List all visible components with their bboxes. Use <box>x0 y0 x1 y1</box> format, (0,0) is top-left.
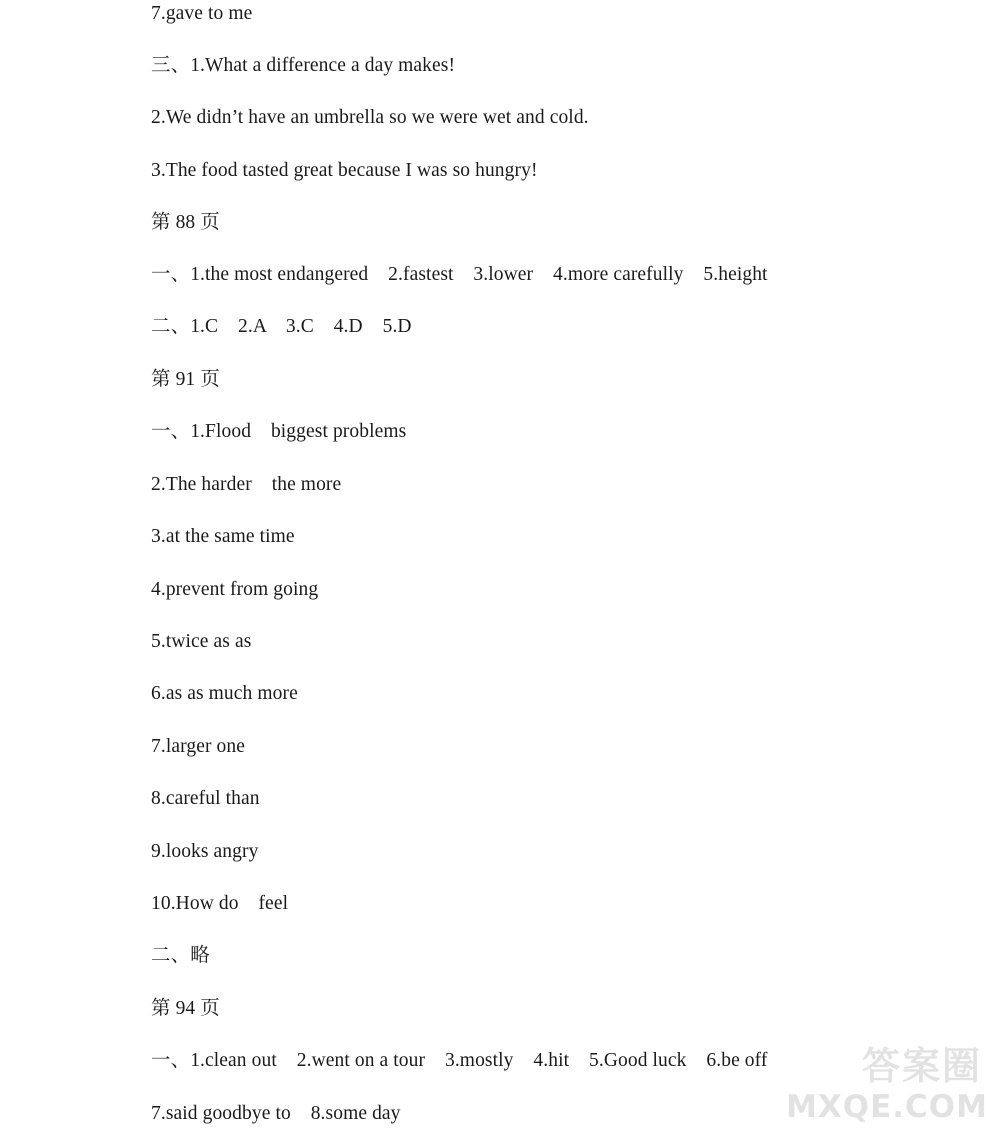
page-91-answer-1: 一、1.Flood biggest problems <box>151 421 407 442</box>
page-94-answers-continued: 7.said goodbye to 8.some day <box>151 1103 401 1124</box>
section-three-answer-3: 3.The food tasted great because I was so hungry! <box>151 160 538 181</box>
answer-line-7-gave-to-me: 7.gave to me <box>151 3 253 24</box>
page-91-answer-9: 9.looks angry <box>151 841 259 862</box>
page-91-answer-5: 5.twice as as <box>151 631 252 652</box>
watermark-site-text: MXQE.COM <box>785 1089 988 1125</box>
page-94-heading: 第 94 页 <box>151 998 220 1019</box>
page-91-answer-7: 7.larger one <box>151 736 245 757</box>
section-three-answer-2: 2.We didn’t have an umbrella so we were wet and cold. <box>151 107 589 128</box>
section-three-answer-1: 三、1.What a difference a day makes! <box>151 55 456 76</box>
page-91-answer-2: 2.The harder the more <box>151 474 342 495</box>
page-91-answer-10: 10.How do feel <box>151 893 289 914</box>
page-91-answer-8: 8.careful than <box>151 788 260 809</box>
page-91-answer-6: 6.as as much more <box>151 683 298 704</box>
page-91-answer-3: 3.at the same time <box>151 526 295 547</box>
page-91-heading: 第 91 页 <box>151 369 220 390</box>
page-91-answer-4: 4.prevent from going <box>151 579 319 600</box>
page-88-heading: 第 88 页 <box>151 212 220 233</box>
page-88-section-one-answers: 一、1.the most endangered 2.fastest 3.lower 4.more carefully 5.height <box>151 264 768 285</box>
page-94-section-one-answers: 一、1.clean out 2.went on a tour 3.mostly 4.hit 5.Good luck 6.be off <box>151 1050 768 1071</box>
watermark-logo-text: 答案圈 <box>861 1044 982 1088</box>
page-91-section-two-answer: 二、略 <box>151 945 210 966</box>
page-88-section-two-answers: 二、1.C 2.A 3.C 4.D 5.D <box>151 316 412 337</box>
site-watermark <box>785 1035 988 1125</box>
